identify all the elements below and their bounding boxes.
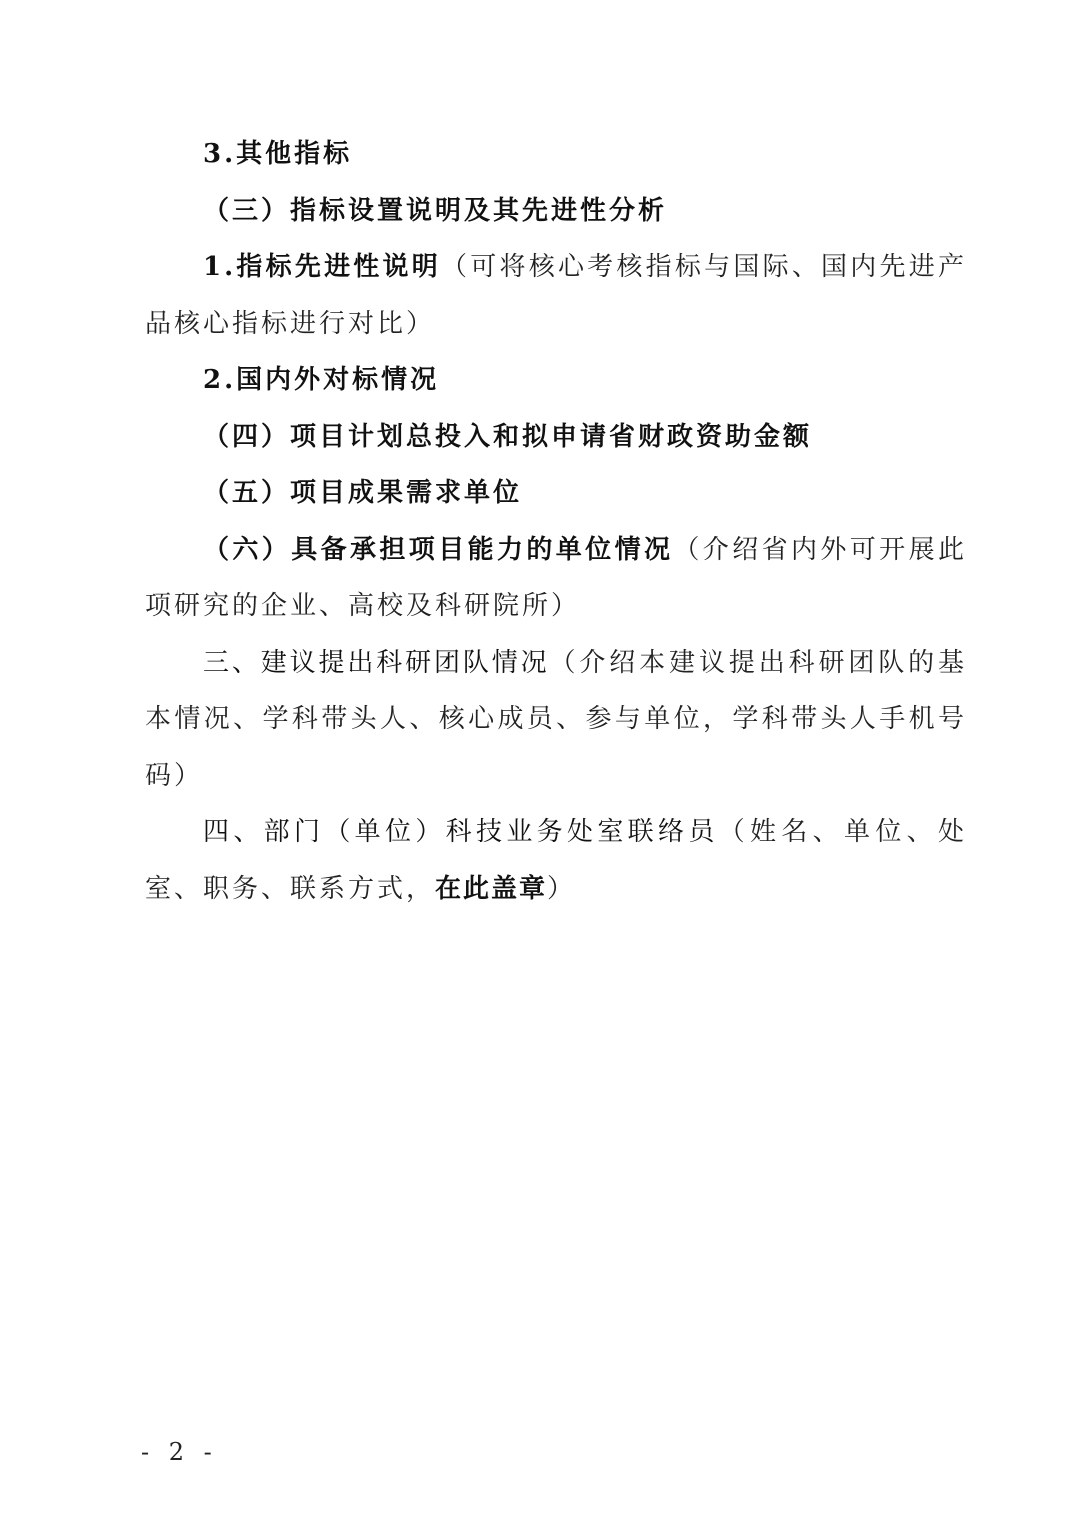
paragraph-investment-funding	[145, 409, 967, 466]
heading-benchmarking: 2.国内外对标情况	[203, 365, 440, 395]
note-advancement-description: （可将核心考核指标与国际、国内先进产品核心指标进行对比）	[145, 252, 967, 339]
paragraph-demand-unit	[145, 465, 967, 522]
paragraph-advancement-description	[145, 239, 967, 352]
heading-capable-units: （六）具备承担项目能力的单位情况	[203, 534, 674, 565]
heading-liaison-officer: 四、部门（单位）科技业务处室联络员	[203, 817, 719, 847]
heading-advancement-description: 1.指标先进性说明	[203, 252, 442, 282]
paragraph-liaison-officer	[145, 804, 967, 917]
note-liaison-officer: （姓名、单位、处室、职务、联系方式，	[145, 817, 967, 904]
heading-investment-funding: （四）项目计划总投入和拟申请省财政资助金额	[203, 421, 813, 452]
note-capable-units: （介绍省内外可开展此项研究的企业、高校及科研院所）	[145, 534, 967, 621]
heading-other-indicators: 3.其他指标	[203, 139, 353, 169]
paragraph-other-indicators	[145, 126, 967, 183]
note-liaison-closing: ）	[547, 873, 577, 904]
note-research-team: （介绍本建议提出科研团队的基本情况、学科带头人、核心成员、参与单位，学科带头人手机号码）	[145, 647, 967, 791]
document-body	[145, 126, 967, 917]
paragraph-benchmarking	[145, 352, 967, 409]
paragraph-indicator-setting	[145, 183, 967, 240]
seal-instruction: 在此盖章	[435, 873, 548, 904]
heading-demand-unit: （五）项目成果需求单位	[203, 478, 523, 508]
page-number: - 2 -	[141, 1438, 218, 1466]
paragraph-capable-units	[145, 522, 967, 635]
heading-indicator-setting: （三）指标设置说明及其先进性分析	[203, 195, 668, 226]
heading-research-team: 三、建议提出科研团队情况	[203, 647, 550, 678]
paragraph-research-team	[145, 635, 967, 805]
